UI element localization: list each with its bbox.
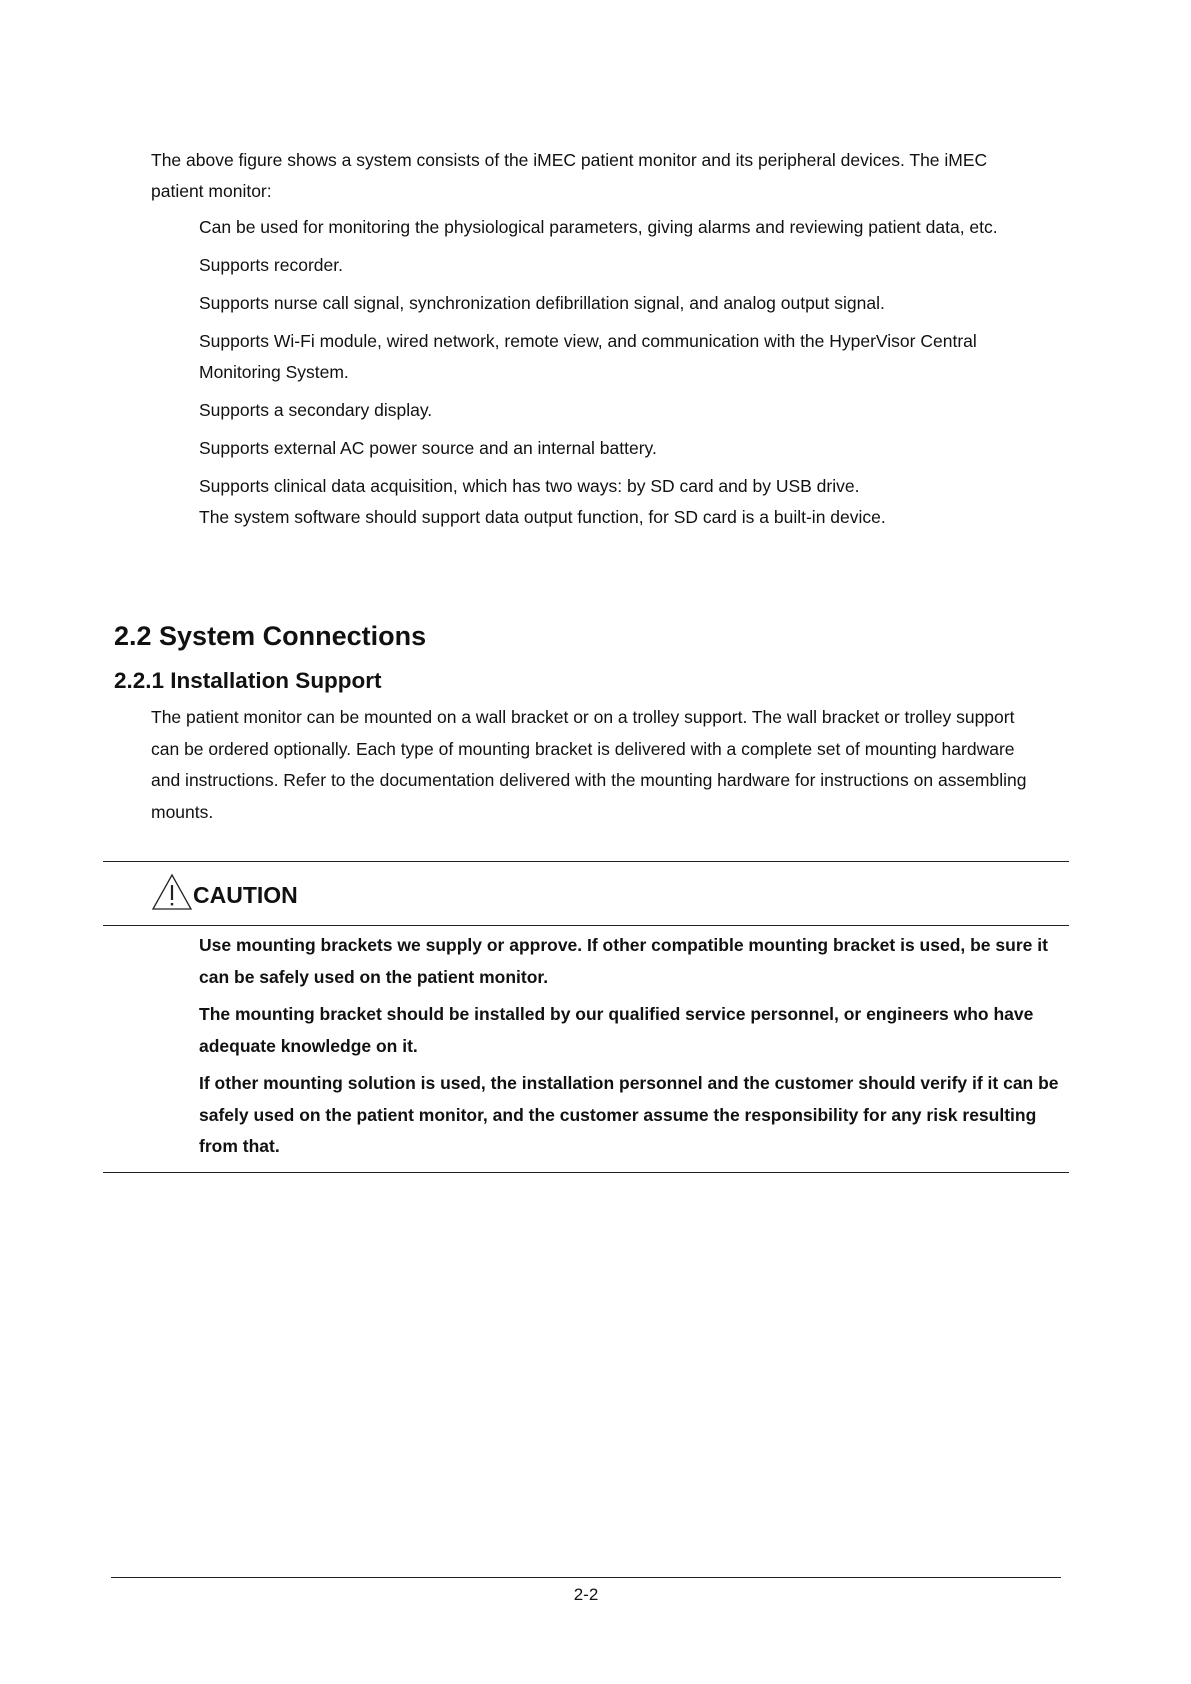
list-item: Supports Wi-Fi module, wired network, remote view, and communication with the HyperVisor Central Monitoring System.	[199, 331, 977, 382]
list-item: Supports nurse call signal, synchronization defibrillation signal, and analog output signal.	[199, 293, 885, 313]
list-item: The system software should support data output function, for SD card is a built-in device.	[199, 507, 886, 527]
caution-label: CAUTION	[193, 882, 298, 908]
caution-top-rule	[103, 861, 1069, 862]
warning-triangle-icon	[151, 873, 193, 911]
list-item: Use mounting brackets we supply or approve. If other compatible mounting bracket is used, be sure it can be safely used on the patient monitor.	[199, 935, 1048, 987]
caution-bottom-rule	[103, 1172, 1069, 1173]
list-item: Supports recorder.	[199, 255, 343, 275]
list-item: If other mounting solution is used, the installation personnel and the customer should verify if it can be safely used on the patient monitor, and the customer assume the responsibility for any risk resulting from that.	[199, 1073, 1059, 1156]
subsection-title: 2.2.1 Installation Support	[114, 668, 382, 693]
caution-header	[151, 867, 298, 911]
feature-list	[199, 212, 1029, 540]
section-title: 2.2 System Connections	[114, 621, 427, 651]
caution-header-rule	[103, 925, 1069, 926]
list-item: Supports clinical data acquisition, which has two ways: by SD card and by USB drive.	[199, 476, 860, 496]
list-item: Can be used for monitoring the physiological parameters, giving alarms and reviewing patient data, etc.	[199, 217, 998, 237]
page-number: 2-2	[573, 1585, 599, 1604]
list-item: Supports a secondary display.	[199, 400, 433, 420]
caution-list	[199, 930, 1069, 1169]
list-item: Supports external AC power source and an internal battery.	[199, 438, 657, 458]
footer-rule	[111, 1577, 1061, 1578]
installation-paragraph: The patient monitor can be mounted on a wall bracket or on a trolley support. The wall bracket or trolley support can be ordered optionally. Each type of mounting bracket is delivered with a complete set of mounting hardware and instructions. Refer to the documentation delivered with the mounting hardware for instructions on assembling mounts.	[151, 707, 1027, 822]
list-item: The mounting bracket should be installed by our qualified service personnel, or engineers who have adequate knowledge on it.	[199, 1004, 1034, 1056]
intro-paragraph: The above figure shows a system consists of the iMEC patient monitor and its peripheral devices. The iMEC patient monitor:	[151, 150, 988, 201]
